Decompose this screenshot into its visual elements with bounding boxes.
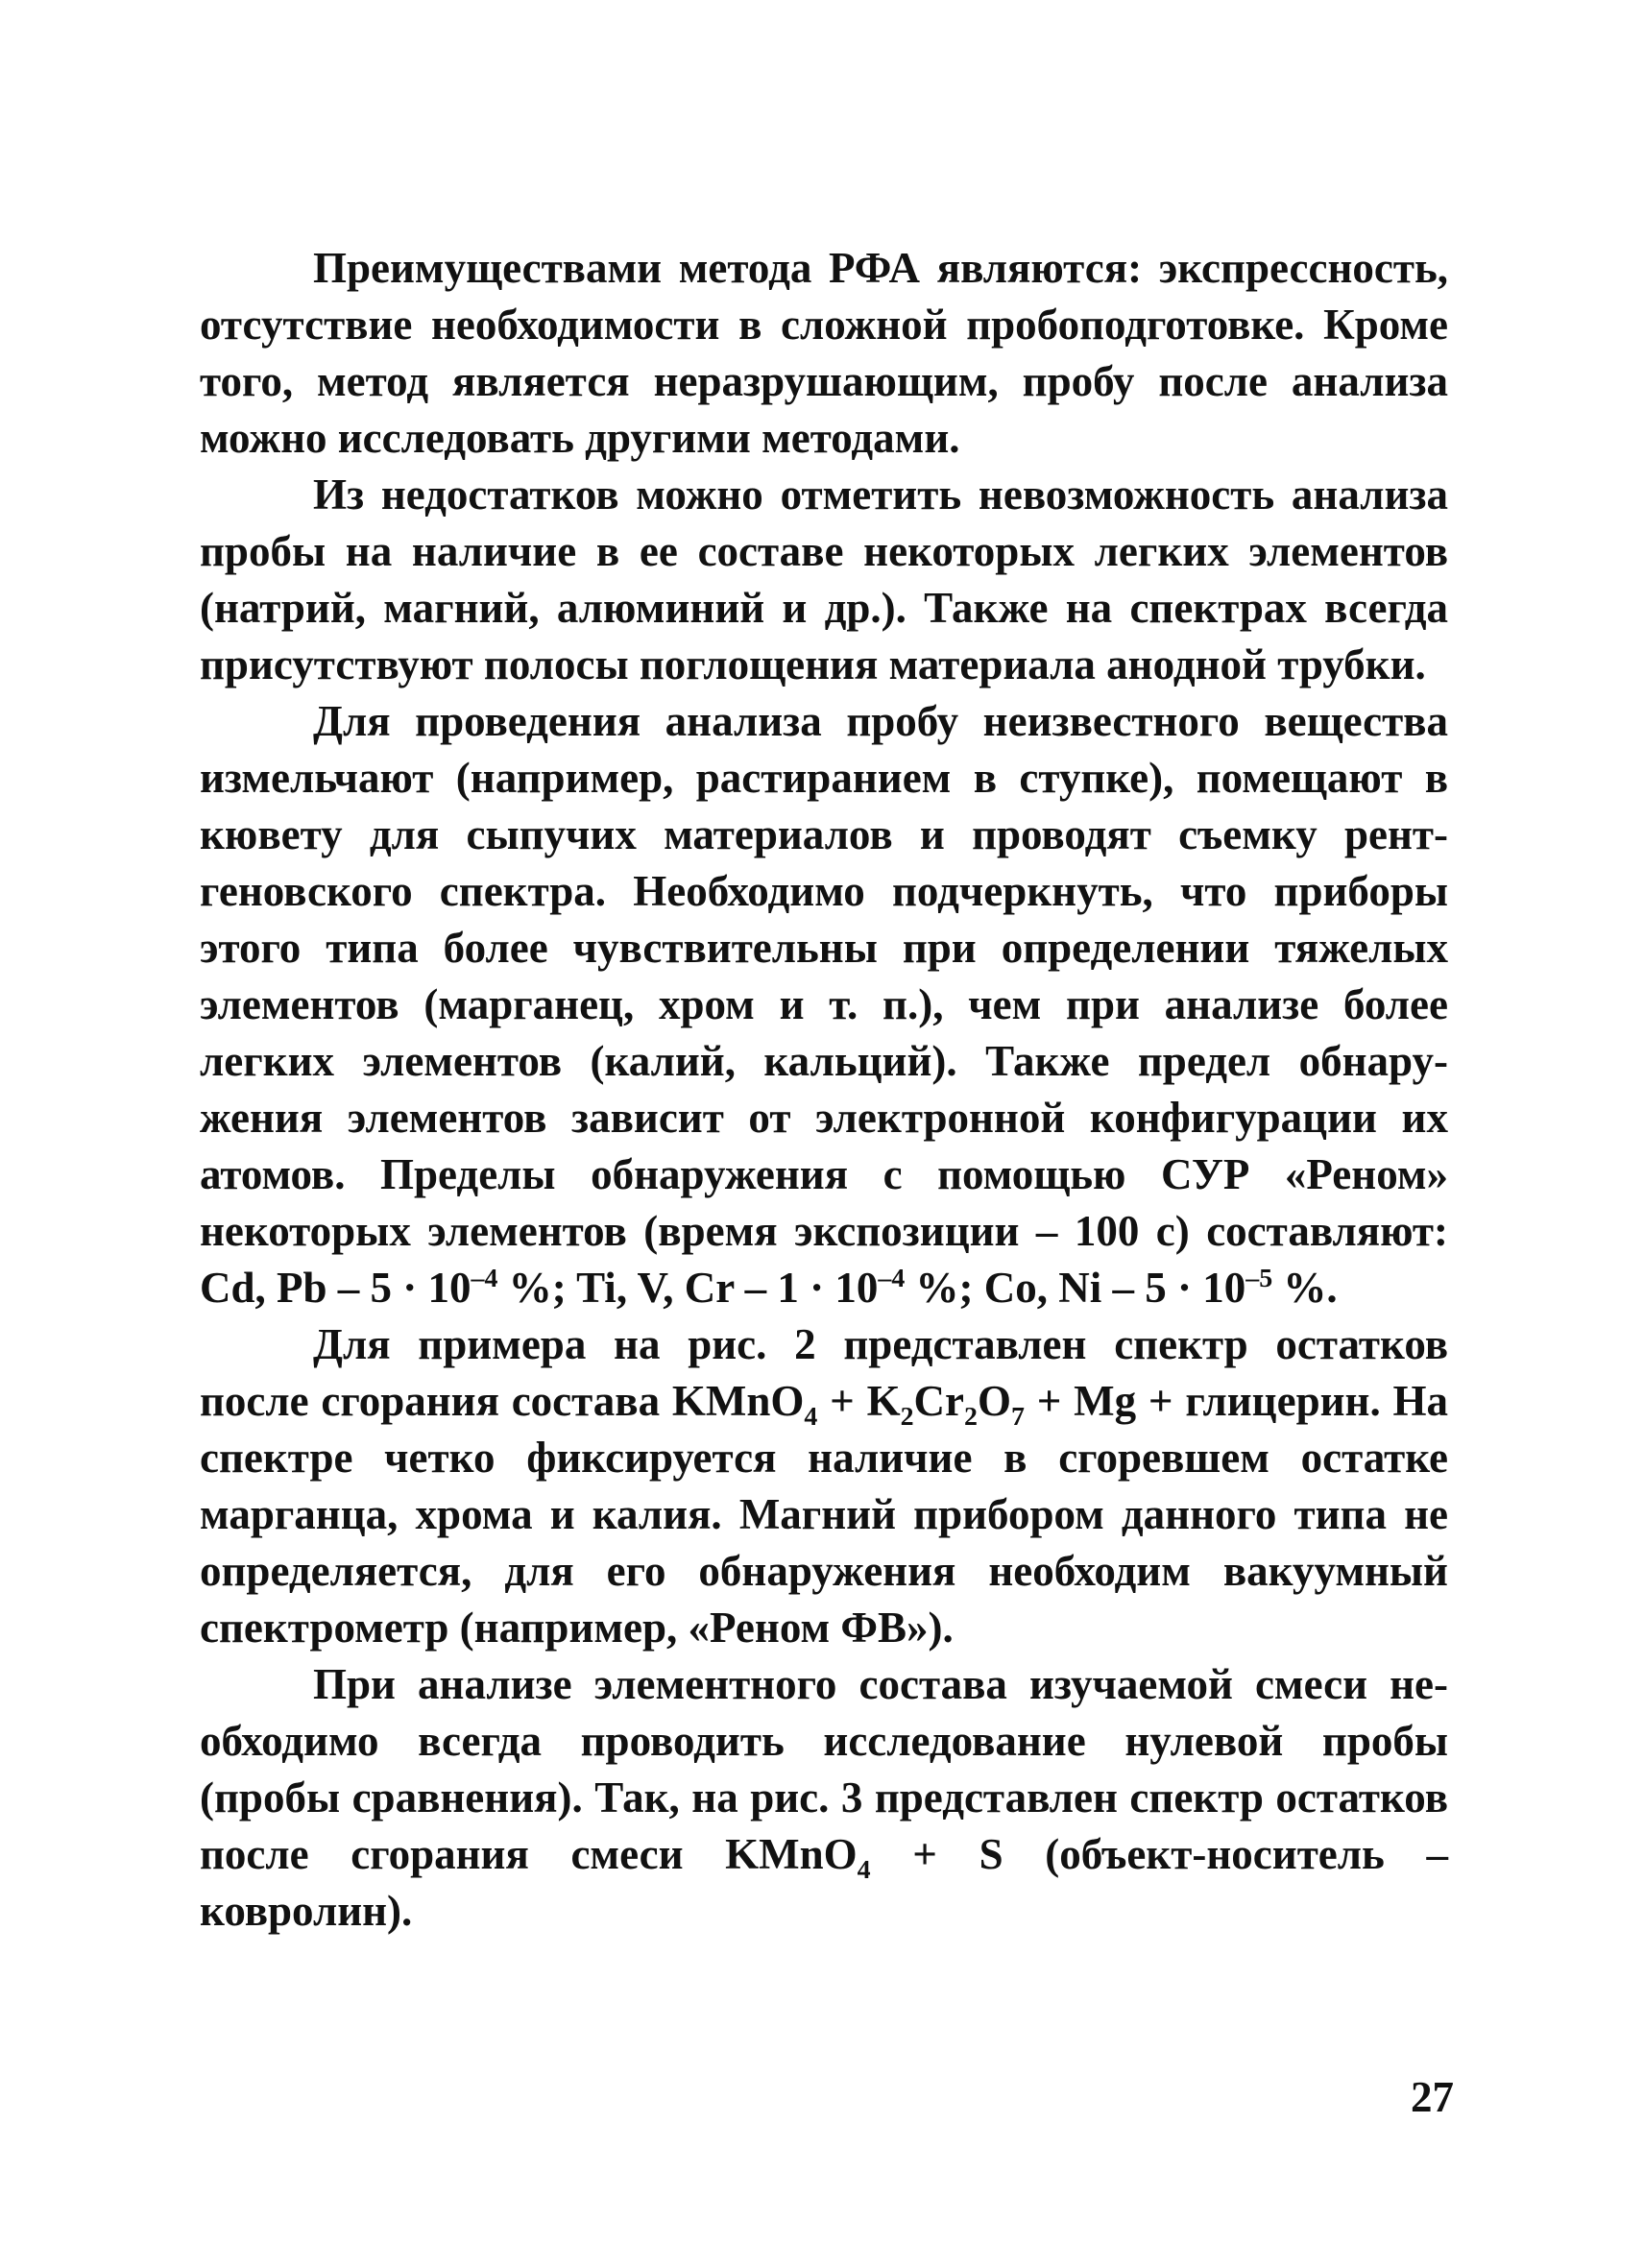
subscript: 2 <box>964 1402 978 1432</box>
paragraph-disadvantages <box>200 467 1448 693</box>
subscript: 4 <box>804 1402 818 1432</box>
paragraph-zero-sample <box>200 1656 1448 1940</box>
paragraph-text: При анализе элементного состава изучаемой смеси необходимо всегда проводить исследование нулевой пробы (пробы сравнения). Так, на рис. 3 представлен спектр остатков после сгорания смеси KMnO <box>200 1660 1448 1878</box>
paragraph-text: %; Co, Ni – 5 · 10 <box>905 1264 1246 1312</box>
exponent: –4 <box>471 1264 498 1293</box>
paragraph-example-fig2 <box>200 1316 1448 1656</box>
page-body <box>200 240 1448 1940</box>
subscript: 7 <box>1010 1402 1025 1432</box>
exponent: –5 <box>1245 1264 1273 1293</box>
subscript: 4 <box>857 1855 871 1885</box>
paragraph-text: + Mg + глицерин. На спектре четко фиксируется наличие в сгоревшем остатке марганца, хрома и калия. Магний прибором данного типа не определяется, для его обнаружения необходим вакуумный спектрометр (например, «Реном ФВ»). <box>200 1377 1448 1652</box>
paragraph-analysis-procedure <box>200 693 1448 1316</box>
paragraph-text: Из недостатков можно отметить невозможность анализа пробы на наличие в ее составе некоторых легких элементов (натрий, магний, алюминий и др.). Также на спектрах всегда присутствуют полосы поглощения материала анодной трубки. <box>200 470 1448 688</box>
paragraph-text: + S (объект-носитель – ковролин). <box>200 1830 1448 1935</box>
exponent: –4 <box>878 1264 906 1293</box>
paragraph-text: %; Ti, V, Cr – 1 · 10 <box>497 1264 879 1312</box>
paragraph-text: Cr <box>913 1377 965 1425</box>
paragraph-text: + K <box>817 1377 901 1425</box>
paragraph-text: Преимуществами метода РФА являются: экспрессность, отсутствие необходимости в сложной пробоподготовке. Кроме того, метод является неразрушающим, пробу после анализа можно исследовать другими методами. <box>200 244 1448 462</box>
paragraph-text: %. <box>1272 1264 1338 1312</box>
paragraph-text: O <box>977 1377 1011 1425</box>
page-number: 27 <box>1411 2073 1454 2121</box>
paragraph-text: Для примера на рис. 2 представлен спектр остатков после сгорания состава KMnO <box>200 1320 1448 1425</box>
paragraph-text: Для проведения анализа пробу неизвестного вещества измельчают (например, растиранием в ступке), помещают в кювету для сыпучих материалов и проводят съемку рентгеновского спектра. Необходимо подчеркнуть, что приборы этого типа более чувствительны при определении тяжелых элементов (марганец, хром и т. п.), чем при анализе более легких элементов (калий, кальций). Также предел обнаружения элементов зависит от электронной конфигурации их атомов. Пределы обнаружения с помощью СУР «Реном» некоторых элементов (время экспозиции – 100 с) составляют: Cd, Pb – 5 · 10 <box>200 697 1448 1312</box>
subscript: 2 <box>900 1402 914 1432</box>
paragraph-advantages <box>200 240 1448 467</box>
